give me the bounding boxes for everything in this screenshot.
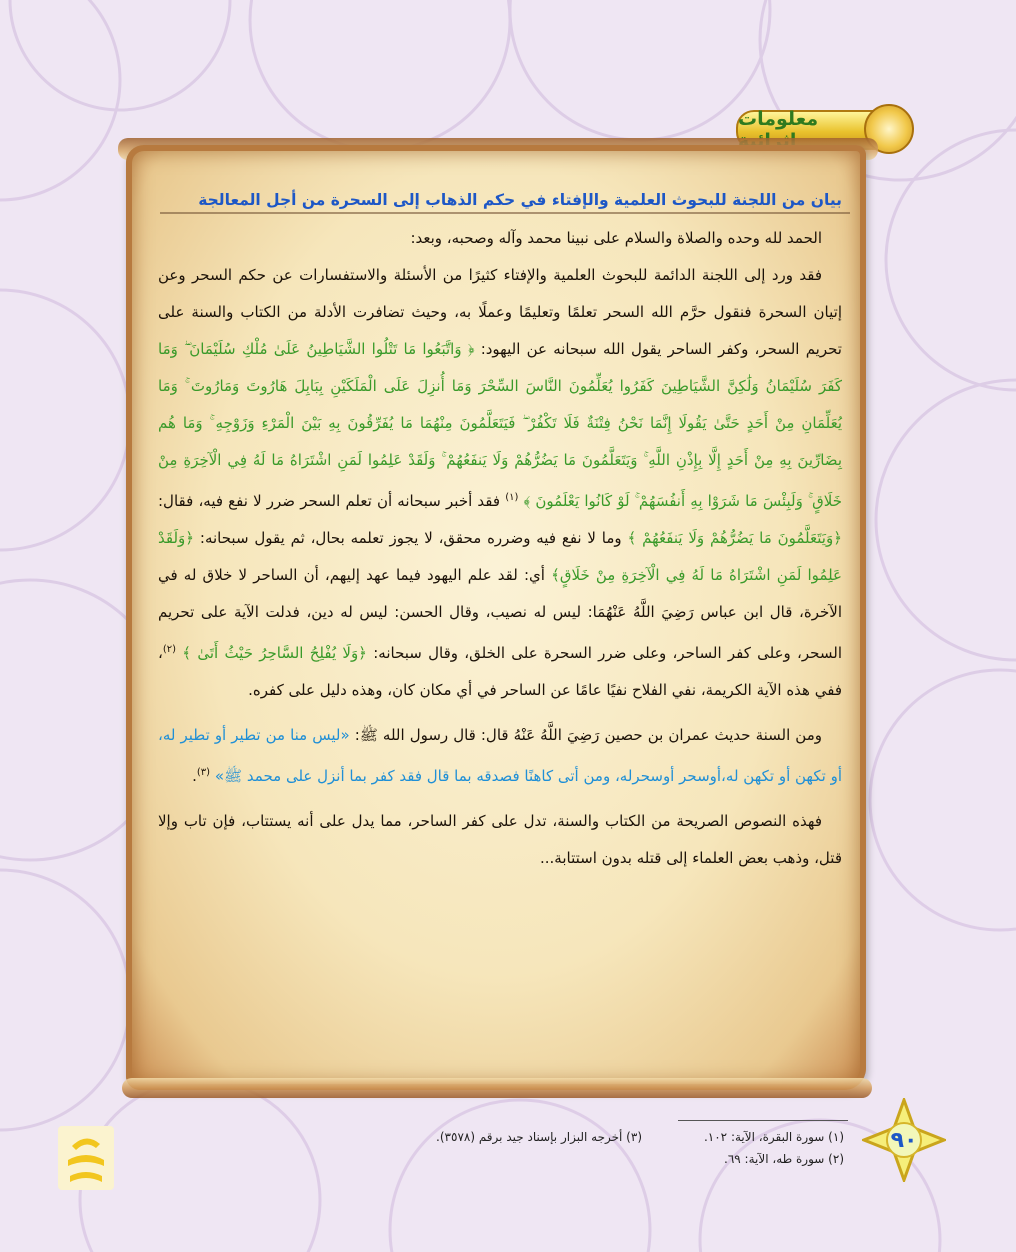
paragraph-quran-evidence (158, 257, 842, 709)
paragraph-text: . (192, 767, 197, 785)
article-content (158, 186, 842, 877)
paragraph-text: وما لا نفع فيه وضرره محقق، لا يجوز تعلمه بحال، ثم يقول سبحانه: (194, 529, 628, 547)
quran-verse: ﴿وَلَا يُفْلِحُ السَّاحِرُ حَيْثُ أَتَىٰ ﴾ (182, 644, 367, 662)
hadith-text: «ليس منا من تطير أو تطير له، أو تكهن أو تكهن له،أوسحر أوسحرله، ومن أتى كاهنًا فصدقه بما قال فقد كفر بما أنزل على محمد ﷺ» (158, 726, 842, 785)
paragraph-text: فقد ورد إلى اللجنة الدائمة للبحوث العلمية والإفتاء كثيرًا من الأسئلة والاستفسارات عن حكم السحر وعن إتيان السحرة فنقول حرَّم الله السحر تعلمًا وتعليمًا وعملًا به، وحيث تضافرت الأدلة من الكتاب والسنة على تحريم السحر، وكفر الساحر يقول الله سبحانه عن اليهود: (158, 266, 842, 358)
quran-verse: ﴿ وَاتَّبَعُوا مَا تَتْلُوا الشَّيَاطِينُ عَلَىٰ مُلْكِ سُلَيْمَانَ ۖ وَمَا كَفَرَ سُلَيْمَانُ وَلَٰكِنَّ الشَّيَاطِينَ كَفَرُوا يُعَلِّمُونَ النَّاسَ السِّحْرَ وَمَا أُنزِلَ عَلَى الْمَلَكَيْنِ بِبَابِلَ هَارُوتَ وَمَارُوتَ ۚ وَمَا يُعَلِّمَانِ مِنْ أَحَدٍ حَتَّىٰ يَقُولَا إِنَّمَا نَحْنُ فِتْنَةٌ فَلَا تَكْفُرْ ۖ فَيَتَعَلَّمُونَ مِنْهُمَا مَا يُفَرِّقُونَ بِهِ بَيْنَ الْمَرْءِ وَزَوْجِهِ ۚ وَمَا هُم بِضَارِّينَ بِهِ مِنْ أَحَدٍ إِلَّا بِإِذْنِ اللَّهِ ۚ وَيَتَعَلَّمُونَ مَا يَضُرُّهُمْ وَلَا يَنفَعُهُمْ ۚ وَلَقَدْ عَلِمُوا لَمَنِ اشْتَرَاهُ مَا لَهُ فِي الْآخِرَةِ مِنْ خَلَاقٍ ۚ وَلَبِئْسَ مَا شَرَوْا بِهِ أَنفُسَهُمْ ۚ لَوْ كَانُوا يَعْلَمُونَ ﴾ (158, 340, 842, 510)
paragraph-text: ومن السنة حديث عمران بن حصين رَضِيَ اللَّهُ عَنْهُ قال: قال رسول الله ﷺ: (349, 726, 822, 744)
footnote-2: (٢) سورة طه، الآية: ٦٩. (724, 1152, 844, 1166)
footnote-ref: (٣) (196, 767, 211, 778)
paragraph-text: فقد أخبر سبحانه أن تعلم السحر ضرر لا نفع فيه، فقال: (158, 492, 506, 510)
quran-verse: ﴿وَلَقَدْ عَلِمُوا لَمَنِ اشْتَرَاهُ مَا لَهُ فِي الْآخِرَةِ مِنْ خَلَاقٍ﴾ (158, 529, 842, 584)
page-number: ٩٠ (890, 1127, 918, 1153)
paragraph-text: أي: لقد علم اليهود فيما عهد إليهم، أن الساحر لا خلاق له في الآخرة، قال ابن عباس رَضِيَ اللَّهُ عَنْهُمَا: ليس له نصيب، وقال الحسن: ليس له دين، فدلت الآية على تحريم السحر، وعلى كفر الساحر، وعلى ضرر السحرة على الخلق، وقال سبحانه: (158, 566, 842, 662)
footnote-ref: (١) (505, 492, 519, 503)
quran-verse: ﴿وَيَتَعَلَّمُونَ مَا يَضُرُّهُمْ وَلَا يَنفَعُهُمْ ﴾ (627, 529, 842, 547)
page-number-badge (862, 1098, 946, 1182)
publisher-logo (58, 1126, 114, 1190)
footnote-ref: (٢) (162, 644, 177, 655)
parchment-bottom-curl (122, 1078, 872, 1098)
logo-icon (58, 1126, 114, 1190)
footnote-1: (١) سورة البقرة، الآية: ١٠٢. (703, 1130, 844, 1144)
article-title: بيان من اللجنة للبحوث العلمية والإفتاء في حكم الذهاب إلى السحرة من أجل المعالجة (198, 191, 842, 209)
footnote-3: (٣) أخرجه البزار بإسناد جيد برقم (٣٥٧٨). (436, 1130, 642, 1144)
banner-label: معلومات (738, 108, 819, 130)
paragraph-sunnah-evidence (158, 717, 842, 795)
footnote-divider (678, 1120, 848, 1121)
intro-paragraph: الحمد لله وحده والصلاة والسلام على نبينا محمد وآله وصحبه، وبعد: (410, 229, 822, 247)
conclusion-paragraph: فهذه النصوص الصريحة من الكتاب والسنة، تدل على كفر الساحر، مما يدل على أنه يستتاب، فإن تاب وإلا قتل، وذهب بعض العلماء إلى قتله بدون استتابة... (158, 812, 842, 867)
paragraph-text: ، ففي هذه الآية الكريمة، نفي الفلاح نفيًا عامًا عن الساحر في أي مكان كان، وهذه دليل على كفره. (158, 644, 842, 699)
